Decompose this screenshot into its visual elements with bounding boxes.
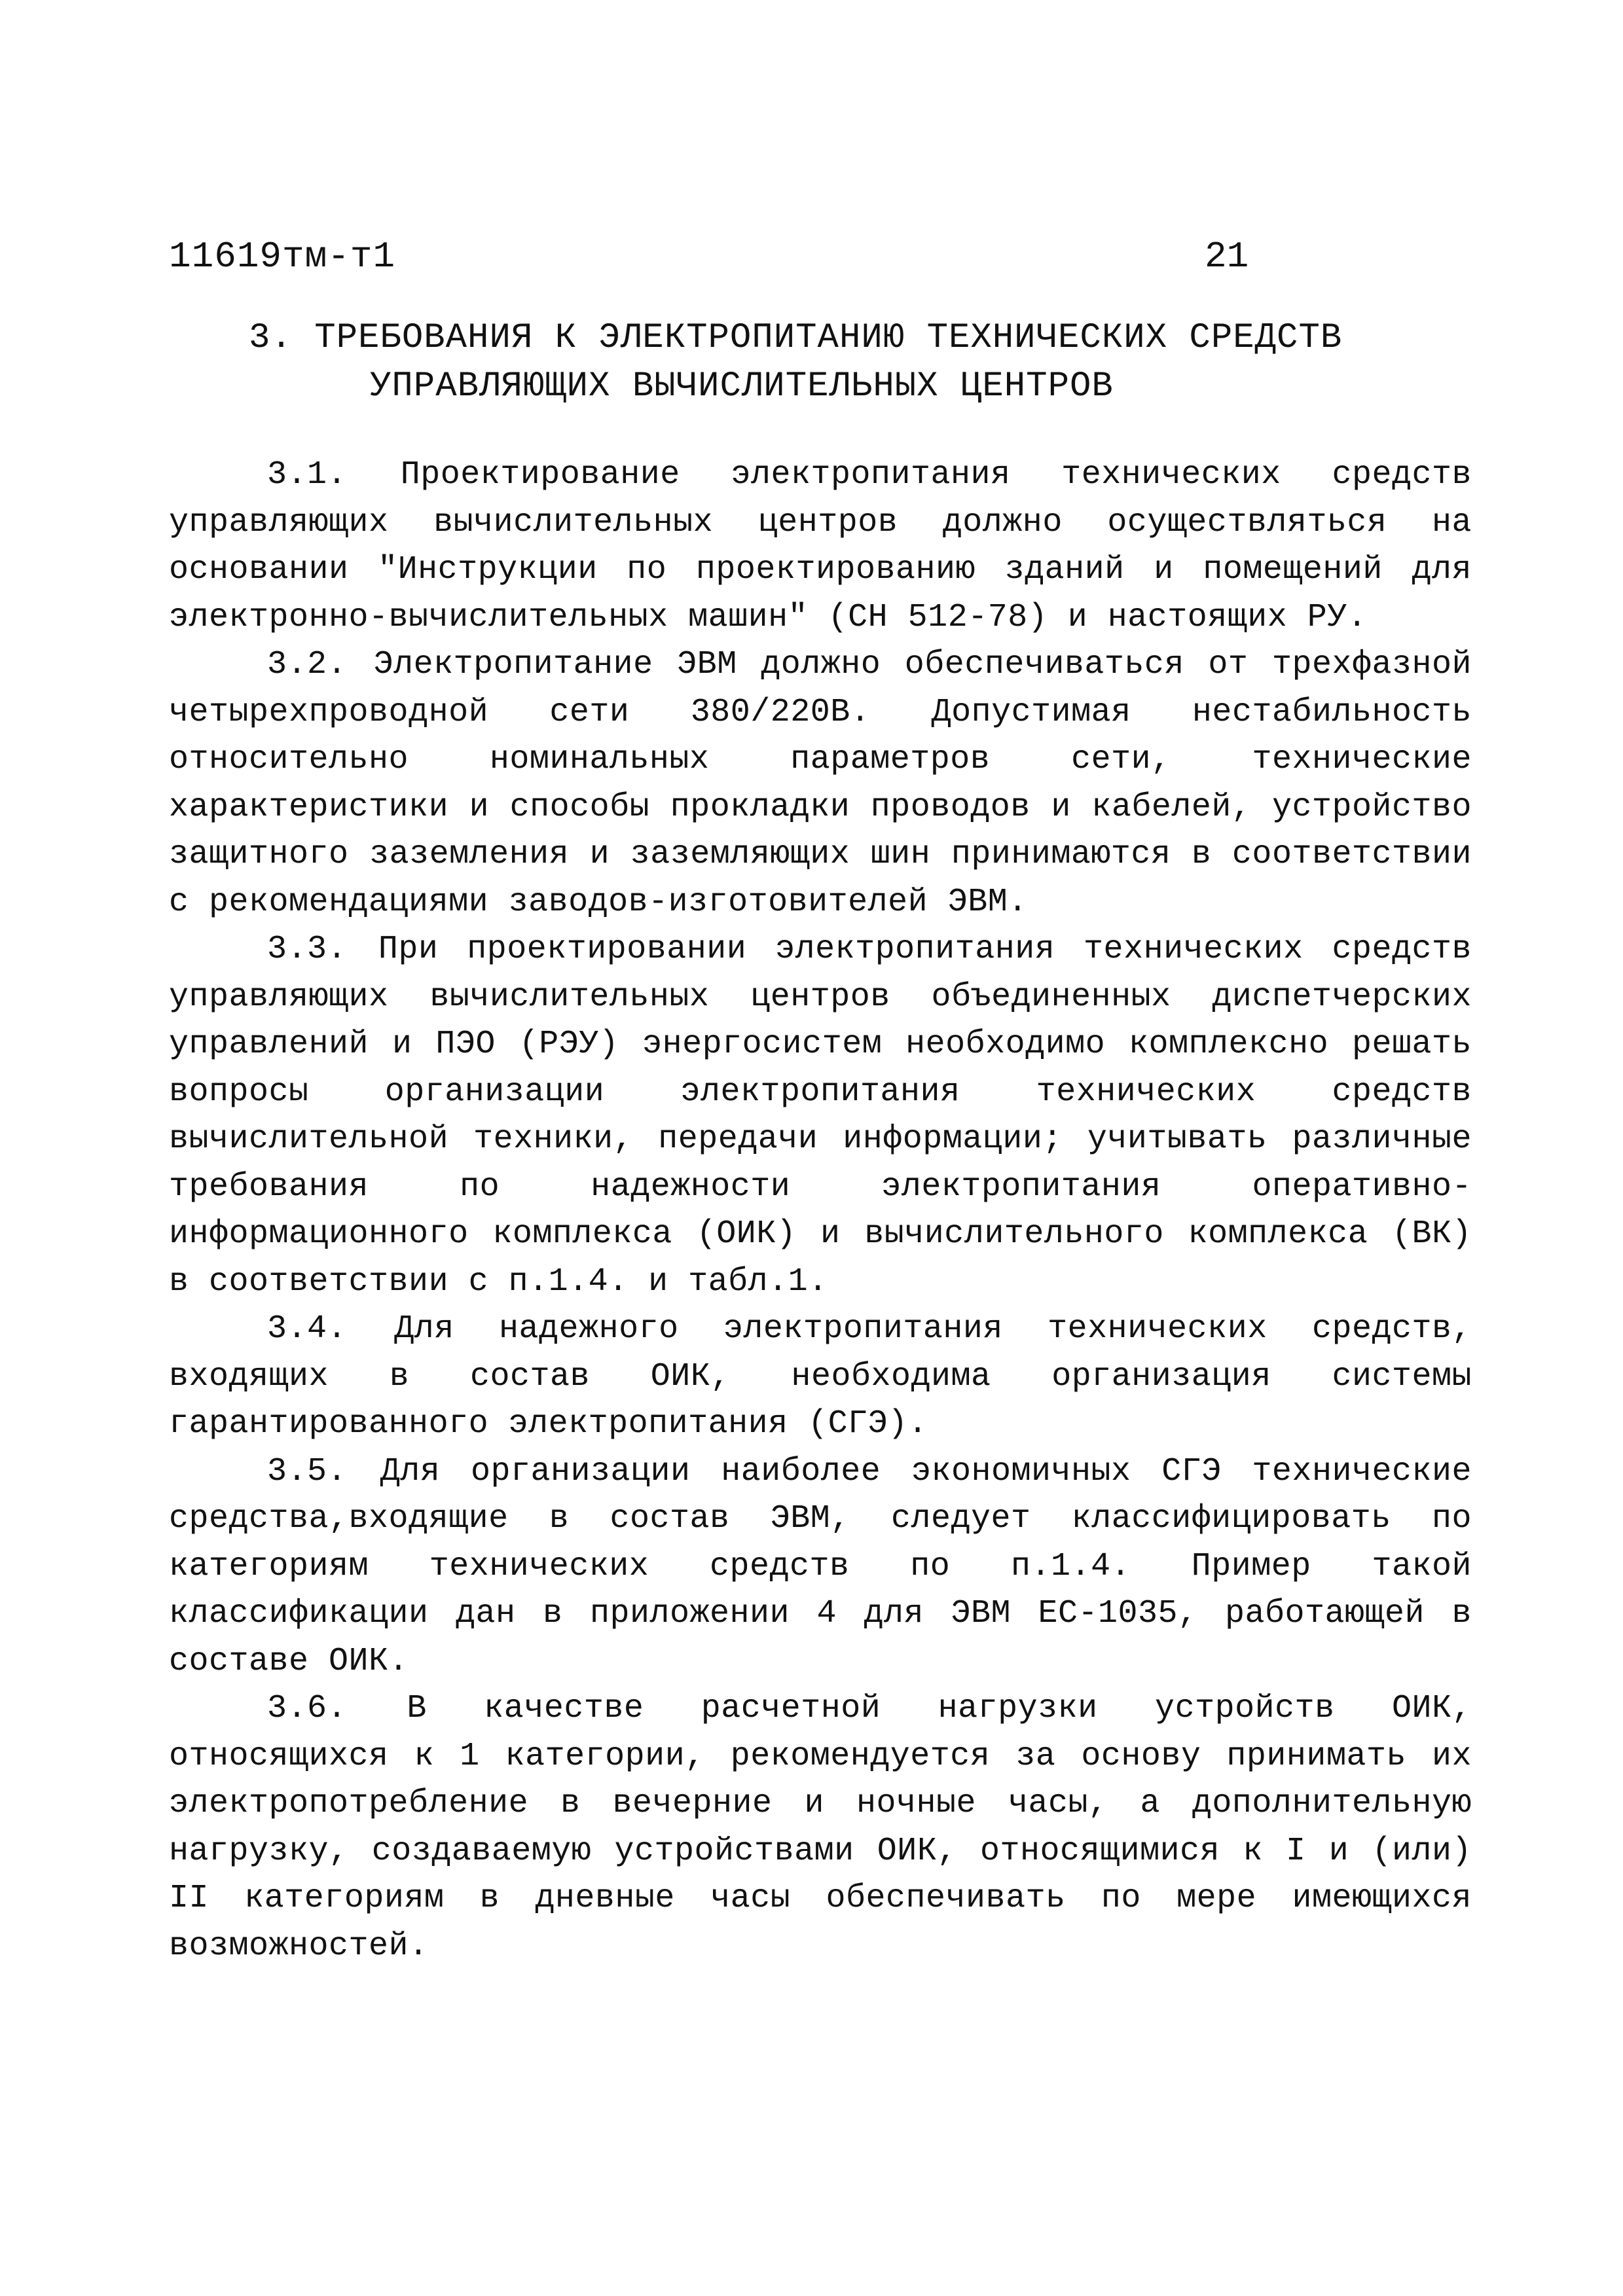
paragraph-number: 3.4. xyxy=(267,1310,348,1348)
paragraph-3-2 xyxy=(169,641,1472,926)
paragraph-text: Проектирование электропитания технических средств управляющих вычислительных центров должно осуществляться на основании "Инструкции по проектированию зданий и помещений для электронно-вычислительных машин" (СН 512-78) и настоящих РУ. xyxy=(169,456,1472,636)
section-title-line-2: УПРАВЛЯЮЩИХ ВЫЧИСЛИТЕЛЬНЫХ ЦЕНТРОВ xyxy=(370,367,1114,406)
paragraph-3-6 xyxy=(169,1685,1472,1970)
page-number: 21 xyxy=(1205,236,1249,278)
paragraph-text: Для организации наиболее экономичных СГЭ технические средства,входящие в состав ЭВМ, следует классифицировать по категориям технических средств по п.1.4. Пример такой классификации дан в приложении 4 для ЭВМ ЕС-1035, работающей в составе ОИК. xyxy=(169,1452,1472,1680)
paragraph-text: Для надежного электропитания технических средств, входящих в состав ОИК, необходима организация системы гарантированного электропитания (СГЭ). xyxy=(169,1310,1472,1443)
paragraph-3-5 xyxy=(169,1448,1472,1686)
section-title xyxy=(249,314,1362,411)
document-code: 11619тм-т1 xyxy=(169,236,396,278)
paragraph-3-1 xyxy=(169,452,1472,641)
paragraph-number: 3.6. xyxy=(267,1690,348,1727)
paragraph-3-4 xyxy=(169,1306,1472,1448)
paragraph-text: Электропитание ЭВМ должно обеспечиваться от трехфазной четырехпроводной сети 380/220В. Допустимая нестабильность относительно номинальных параметров сети, технические характеристики и способы прокладки проводов и кабелей, устройство защитного заземления и заземляющих шин принимаются в соответствии с рекомендациями заводов-изготовителей ЭВМ. xyxy=(169,646,1472,921)
paragraph-number: 3.2. xyxy=(267,646,348,683)
paragraph-text: При проектировании электропитания технических средств управляющих вычислительных центров объединенных диспетчерских управлений и ПЭО (РЭУ) энергосистем необходимо комплексно решать вопросы организации электропитания технических средств вычислительной техники, передачи информации; учитывать различные требования по надежности электропитания оперативно-информационного комплекса (ОИК) и вычислительного комплекса (ВК) в соответствии с п.1.4. и табл.1. xyxy=(169,931,1472,1300)
paragraph-3-3 xyxy=(169,926,1472,1306)
section-title-line-1: 3. ТРЕБОВАНИЯ К ЭЛЕКТРОПИТАНИЮ ТЕХНИЧЕСКИХ СРЕДСТВ xyxy=(249,318,1343,358)
body-text xyxy=(169,452,1472,1970)
paragraph-text: В качестве расчетной нагрузки устройств ОИК, относящихся к 1 категории, рекомендуется за основу принимать их электропотребление в вечерние и ночные часы, а дополнительную нагрузку, создаваемую устройствами ОИК, относящимися к I и (или) II категориям в дневные часы обеспечивать по мере имеющихся возможностей. xyxy=(169,1690,1472,1965)
paragraph-number: 3.3. xyxy=(267,931,348,968)
paragraph-number: 3.1. xyxy=(267,456,348,493)
paragraph-number: 3.5. xyxy=(267,1452,348,1490)
